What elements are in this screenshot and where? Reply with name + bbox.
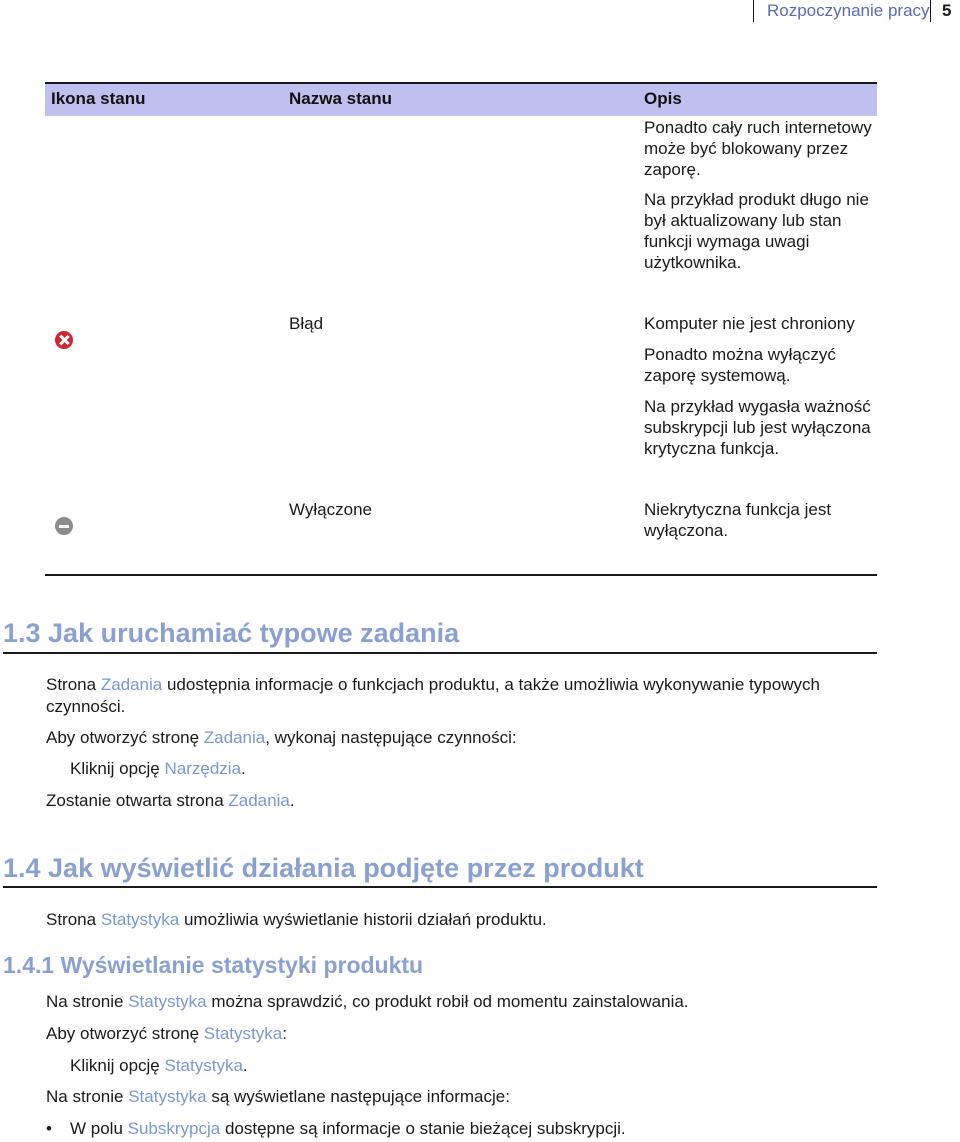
header-separator <box>753 0 754 22</box>
bullet-item: W polu Subskrypcja dostępne są informacje o stanie bieżącej subskrypcji. <box>70 1119 626 1138</box>
link-statystyka[interactable]: Statystyka <box>128 992 207 1011</box>
table-header-row <box>45 84 877 116</box>
paragraph: Na stronie Statystyka są wyświetlane następujące informacje: <box>46 1087 510 1106</box>
step-paragraph: Kliknij opcję Narzędzia. <box>70 759 246 778</box>
subsection-heading: 1.4.1 Wyświetlanie statystyki produktu <box>3 952 424 978</box>
link-zadania[interactable]: Zadania <box>228 791 290 810</box>
heading-rule <box>3 886 877 888</box>
table-bottom-rule <box>45 574 877 576</box>
step-paragraph: Kliknij opcję Statystyka. <box>70 1056 248 1075</box>
paragraph: Aby otworzyć stronę Statystyka: <box>46 1024 287 1043</box>
link-zadania[interactable]: Zadania <box>203 728 266 747</box>
header-section-title: Rozpoczynanie pracy <box>767 1 930 20</box>
paragraph: Na stronie Statystyka można sprawdzić, co produkt robił od momentu zainstalowania. <box>46 992 689 1011</box>
paragraph: Strona Statystyka umożliwia wyświetlanie historii działań produktu. <box>46 910 547 929</box>
heading-rule <box>3 652 877 654</box>
link-statystyka[interactable]: Statystyka <box>164 1056 243 1075</box>
description-paragraph: Na przykład wygasła ważność subskrypcji lub jest wyłączona krytyczna funkcja. <box>644 397 871 458</box>
column-header-name: Nazwa stanu <box>289 89 392 108</box>
column-header-description: Opis <box>644 89 682 108</box>
section-heading: 1.4 Jak wyświetlić działania podjęte przez produkt <box>3 853 644 883</box>
header-page-number: 5 <box>942 1 952 20</box>
section-heading: 1.3 Jak uruchamiać typowe zadania <box>3 618 460 648</box>
status-name-error: Błąd <box>289 314 324 333</box>
link-narzedzia[interactable]: Narzędzia <box>164 759 242 778</box>
bullet-dot: • <box>46 1119 52 1138</box>
column-header-icon: Ikona stanu <box>51 89 146 108</box>
description-paragraph: Niekrytyczna funkcja jest wyłączona. <box>644 500 832 540</box>
description-paragraph: Komputer nie jest chroniony <box>644 314 855 333</box>
description-paragraph: Ponadto cały ruch internetowy może być blokowany przez zaporę. <box>644 118 872 179</box>
error-circle-icon <box>55 331 73 349</box>
link-subskrypcja[interactable]: Subskrypcja <box>127 1119 221 1138</box>
paragraph: Strona Zadania udostępnia informacje o funkcjach produktu, a także umożliwia wykonywanie typowych czynności. <box>46 675 820 716</box>
link-zadania[interactable]: Zadania <box>100 675 163 694</box>
status-name-disabled: Wyłączone <box>289 500 372 519</box>
description-paragraph: Na przykład produkt długo nie był aktualizowany lub stan funkcji wymaga uwagi użytkownika. <box>644 190 869 272</box>
link-statystyka[interactable]: Statystyka <box>100 910 180 929</box>
link-statystyka[interactable]: Statystyka <box>128 1087 207 1106</box>
description-paragraph: Ponadto można wyłączyć zaporę systemową. <box>644 345 836 385</box>
header-separator <box>930 0 931 22</box>
result-paragraph: Zostanie otwarta strona Zadania. <box>46 791 295 810</box>
link-statystyka[interactable]: Statystyka <box>203 1024 283 1043</box>
disabled-circle-icon <box>55 517 73 535</box>
paragraph: Aby otworzyć stronę Zadania, wykonaj następujące czynności: <box>46 728 517 747</box>
